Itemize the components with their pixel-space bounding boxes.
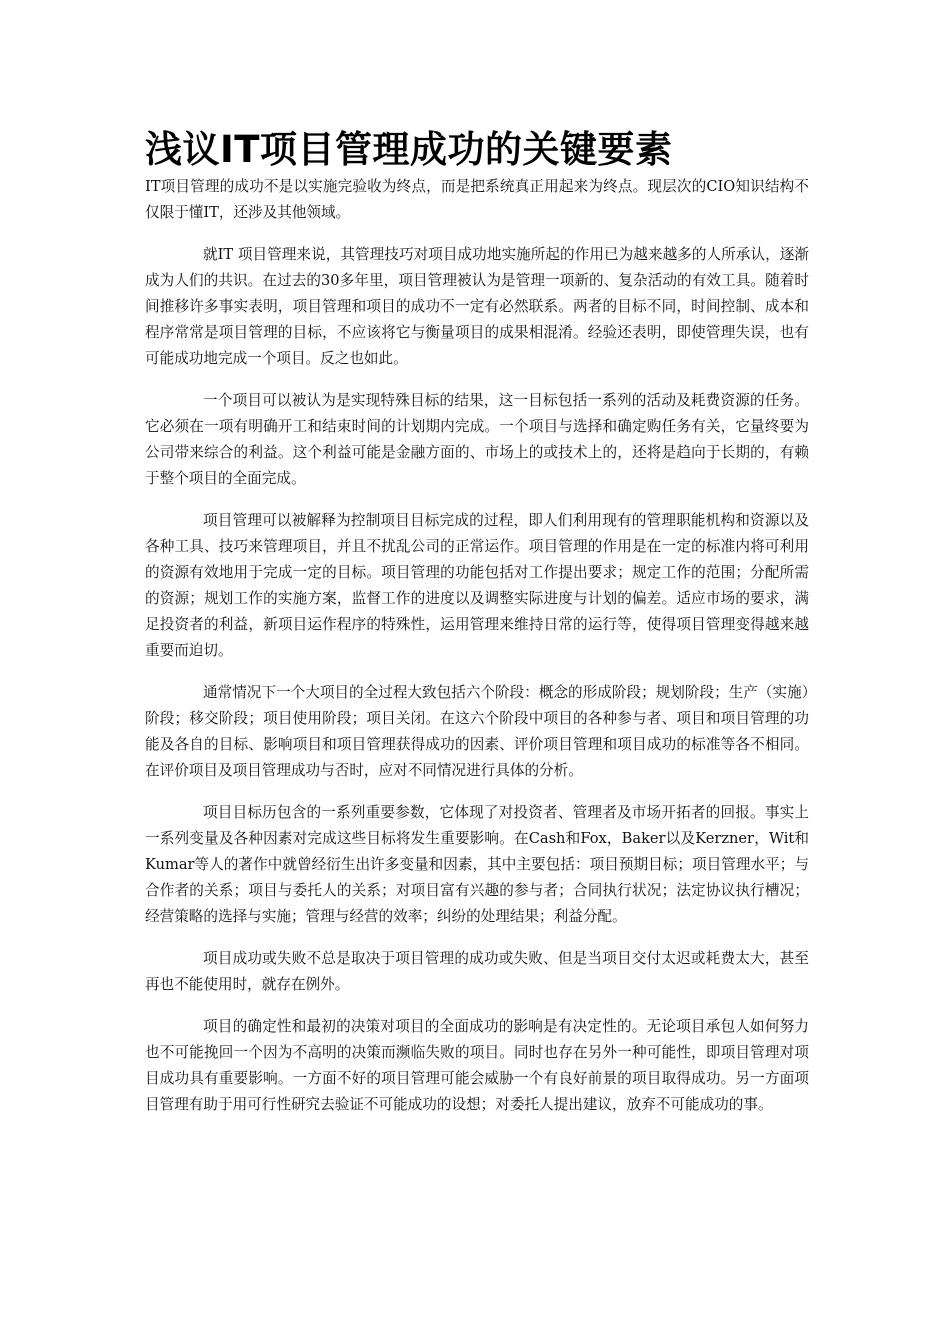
paragraph-6: 项目成功或失败不总是取决于项目管理的成功或失败、但是当项目交付太迟或耗费太大，甚至再也不能使用时，就存在例外。: [145, 950, 809, 993]
paragraph-3: 项目管理可以被解释为控制项目目标完成的过程，即人们利用现有的管理职能机构和资源以及各种工具、技巧来管理项目，并且不扰乱公司的正常运作。项目管理的作用是在一定的标准内将可利用的资源有效地用于完成一定的目标。项目管理的功能包括对工作提出要求；规定工作的范围；分配所需的资源；规划工作的实施方案，监督工作的进度以及调整实际进度与计划的偏差。适应市场的要求，满足投资者的利益，新项目运作程序的特殊性，运用管理来维持日常的运行等，使得项目管理变得越来越重要而迫切。: [145, 512, 809, 659]
paragraph-2: 一个项目可以被认为是实现特殊目标的结果，这一目标包括一系列的活动及耗费资源的任务。它必须在一项有明确开工和结束时间的计划期内完成。一个项目与选择和确定购任务有关，它量终要为公司带来综合的利益。这个利益可能是金融方面的、市场上的或技术上的，还将是趋向于长期的，有赖于整个项目的全面完成。: [145, 392, 809, 487]
document-page: [145, 126, 809, 1134]
paragraph-5: 项目目标历包含的一系列重要参数，它体现了对投资者、管理者及市场开拓者的回报。事实上一系列变量及各种因素对完成这些目标将发生重要影响。在Cash和Fox，Baker以及Kerzner，Wit和Kumar等人的著作中就曾经衍生出许多变量和因素，其中主要包括：项目预期目标；项目管理水平；与合作者的关系；项目与委托人的关系；对项目富有兴趣的参与者；合同执行状况；法定协议执行槽况；经营策略的选择与实施；管理与经营的效率；纠纷的处理结果；利益分配。: [145, 804, 809, 925]
document-summary: IT项目管理的成功不是以实施完验收为终点，而是把系统真正用起来为终点。现层次的CIO知识结构不仅限于懂IT，还涉及其他领域。: [145, 178, 809, 221]
paragraph-1: 就IT 项目管理来说，其管理技巧对项目成功地实施所起的作用已为越来越多的人所承认，逐渐成为人们的共识。在过去的30多年里，项目管理被认为是管理一项新的、复杂活动的有效工具。随着时间推移许多事实表明，项目管理和项目的成功不一定有必然联系。两者的目标不同，时间控制、成本和程序常常是项目管理的目标，不应该将它与衡量项目的成果相混淆。经验还表明，即使管理失误，也有可能成功地完成一个项目。反之也如此。: [145, 246, 809, 367]
document-title: 浅议IT项目管理成功的关键要素: [145, 128, 673, 171]
paragraph-4: 通常情况下一个大项目的全过程大致包括六个阶段：概念的形成阶段；规划阶段；生产（实施）阶段；移交阶段；项目使用阶段；项目关闭。在这六个阶段中项目的各种参与者、项目和项目管理的功能及各自的目标、影响项目和项目管理获得成功的因素、评价项目管理和项目成功的标准等各不相同。在评价项目及项目管理成功与否时，应对不同情况进行具体的分析。: [145, 684, 809, 779]
paragraph-7: 项目的确定性和最初的决策对项目的全面成功的影响是有决定性的。无论项目承包人如何努力也不可能挽回一个因为不高明的决策而濒临失败的项目。同时也存在另外一种可能性，即项目管理对项目成功具有重要影响。一方面不好的项目管理可能会威胁一个有良好前景的项目取得成功。另一方面项目管理有助于用可行性研究去验证不可能成功的设想；对委托人提出建议，放弃不可能成功的事。: [145, 1018, 809, 1113]
